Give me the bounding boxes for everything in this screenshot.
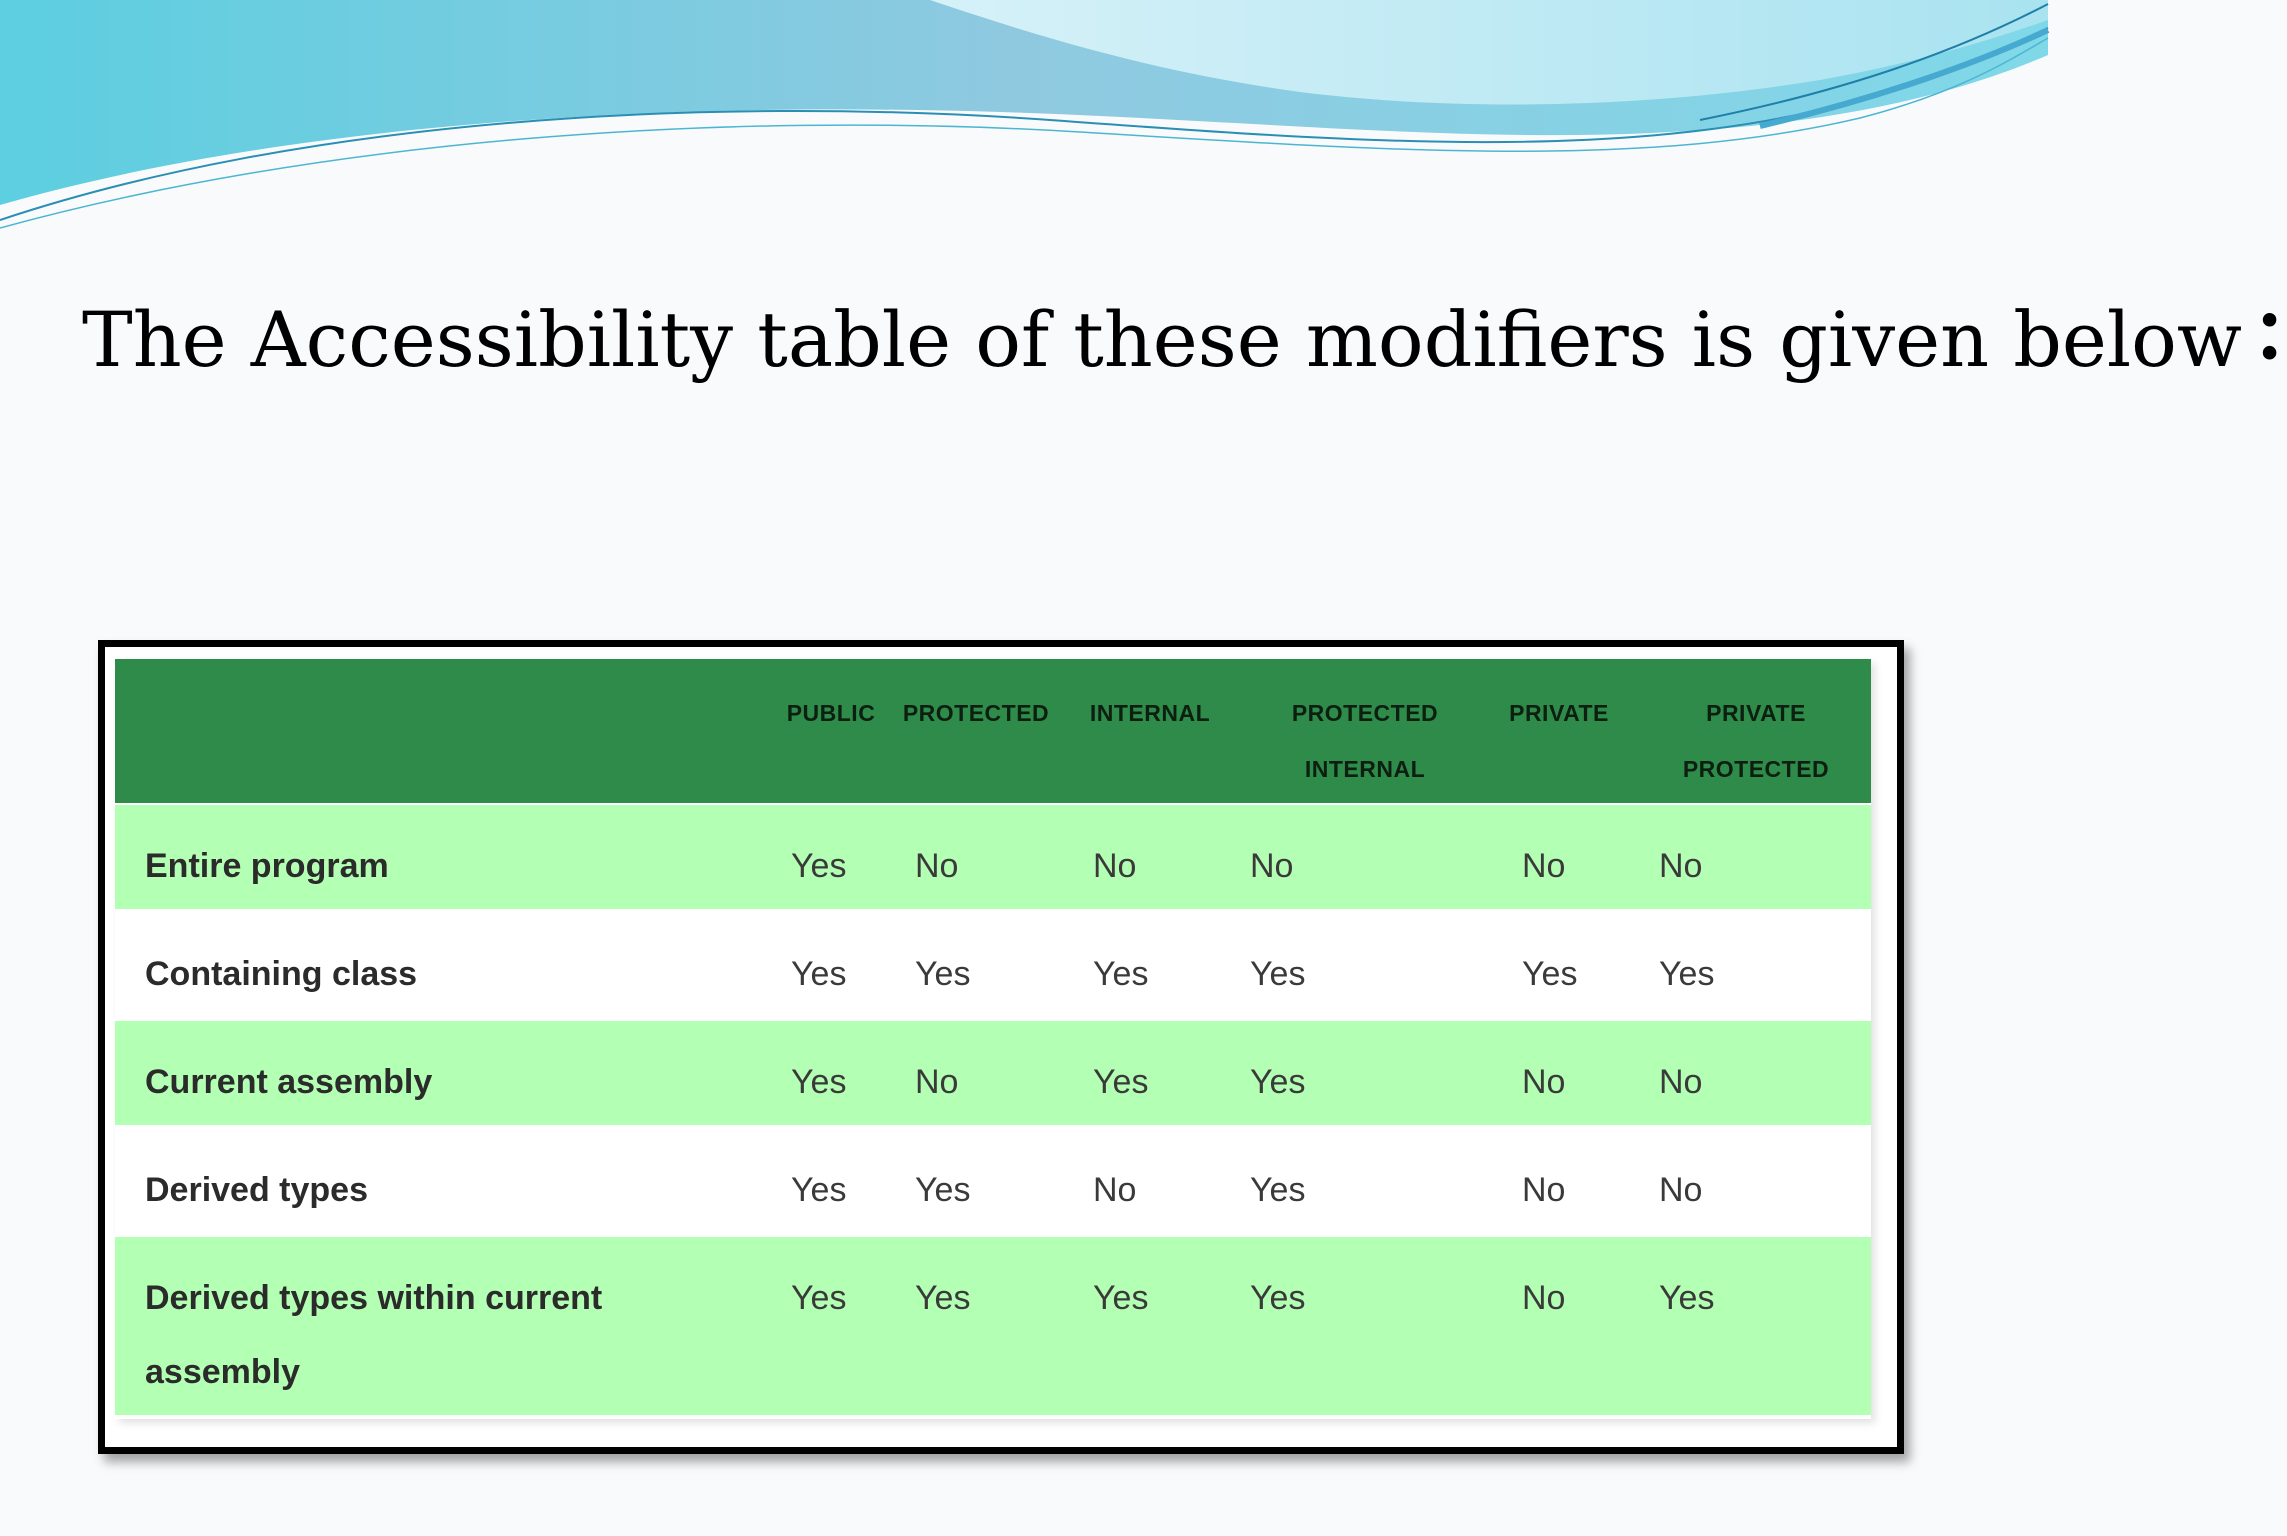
table-row [115, 1021, 1871, 1125]
row-label [145, 1153, 665, 1227]
column-header-private [1499, 685, 1619, 741]
header-line: INTERNAL [1089, 700, 1211, 726]
header-line: PROTECTED [1682, 756, 1830, 782]
column-header-protected [901, 685, 1051, 741]
cell-internal: Yes [1093, 1279, 1149, 1317]
cell-protected: No [915, 1063, 959, 1101]
cell-protected-internal: Yes [1250, 1063, 1306, 1101]
cell-private: No [1522, 1063, 1566, 1101]
row-label-line: Derived types [145, 1171, 368, 1209]
accessibility-table-frame [98, 640, 1904, 1454]
header-line: PROTECTED [902, 700, 1050, 726]
cell-private-protected: Yes [1659, 1279, 1715, 1317]
row-label [145, 937, 665, 1011]
row-label-line: assembly [145, 1353, 300, 1391]
cell-protected-internal: Yes [1250, 955, 1306, 993]
cell-private: No [1522, 847, 1566, 885]
row-label [145, 1045, 665, 1119]
cell-internal: No [1093, 847, 1137, 885]
decorative-wave-banner [0, 0, 2048, 240]
cell-protected: Yes [915, 955, 971, 993]
header-line: PRIVATE [1706, 700, 1806, 726]
cell-public: Yes [791, 847, 847, 885]
accessibility-table [115, 659, 1871, 1419]
cell-protected: No [915, 847, 959, 885]
header-line: PUBLIC [786, 700, 876, 726]
table-row [115, 1237, 1871, 1415]
slide-title [82, 261, 2287, 400]
cell-public: Yes [791, 1063, 847, 1101]
cell-internal: Yes [1093, 955, 1149, 993]
row-label-line: Current assembly [145, 1063, 433, 1101]
row-label-line: Containing class [145, 955, 418, 993]
cell-private-protected: Yes [1659, 955, 1715, 993]
slide-title-text: The Accessibility table of these modifiers is given below [82, 295, 2242, 384]
cell-private: No [1522, 1279, 1566, 1317]
column-header-protected-internal [1275, 685, 1455, 797]
cell-protected: Yes [915, 1279, 971, 1317]
table-row [115, 805, 1871, 909]
cell-private-protected: No [1659, 847, 1703, 885]
cell-private-protected: No [1659, 1063, 1703, 1101]
column-header-public [771, 685, 891, 741]
slide-title-colon: : [2252, 261, 2287, 383]
column-header-private-protected [1671, 685, 1841, 797]
cell-public: Yes [791, 1171, 847, 1209]
cell-private-protected: No [1659, 1171, 1703, 1209]
row-label-line: Entire program [145, 847, 389, 885]
row-label-line: Derived types within current [145, 1279, 603, 1317]
column-header-internal [1075, 685, 1225, 741]
cell-internal: Yes [1093, 1063, 1149, 1101]
cell-internal: No [1093, 1171, 1137, 1209]
cell-public: Yes [791, 955, 847, 993]
cell-protected-internal: No [1250, 847, 1294, 885]
cell-protected-internal: Yes [1250, 1171, 1306, 1209]
header-line: PRIVATE [1509, 700, 1609, 726]
cell-public: Yes [791, 1279, 847, 1317]
table-header-row [115, 659, 1871, 803]
table-row [115, 1129, 1871, 1233]
header-line: INTERNAL [1304, 756, 1426, 782]
cell-private: No [1522, 1171, 1566, 1209]
row-label [145, 829, 665, 903]
cell-protected-internal: Yes [1250, 1279, 1306, 1317]
table-row [115, 913, 1871, 1017]
header-line: PROTECTED [1291, 700, 1439, 726]
cell-protected: Yes [915, 1171, 971, 1209]
row-label [145, 1261, 665, 1409]
cell-private: Yes [1522, 955, 1578, 993]
